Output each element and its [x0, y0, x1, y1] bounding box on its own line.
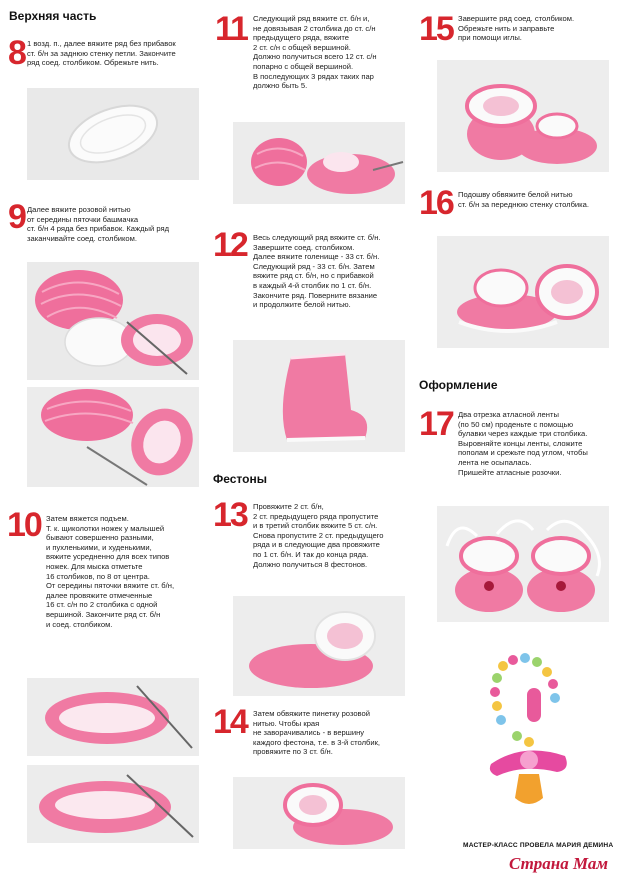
step-13-text: Провяжите 2 ст. б/н, 2 ст. предыдущего ряда пропустите и в третий столбик вяжите 5 ст. с/н. Снова пропустите 2 ст. предыдущего ряда и в следующие два провяжите по 1 ст. б/н. И так до конца ряда. Должно получиться 8 фестонов. — [253, 502, 384, 569]
heading-festoons: Фестоны — [213, 472, 267, 486]
step-16-text: Подошву обвяжите белой нитью ст. б/н за переднюю стенку столбика. — [458, 190, 589, 209]
step-14-text: Затем обвяжите пинетку розовой нитью. Чтобы края не заворачивались - в вершину каждого фестона, т.е. в 3-й столбик, провяжите по 3 ст. б/н. — [253, 709, 381, 757]
step-17-number: 17 — [419, 405, 453, 443]
photo-bootie-shaft — [233, 340, 405, 452]
photo-pink-yarn-and-sole — [27, 262, 199, 380]
photo-white-sole-edging — [437, 236, 609, 348]
step-15-number: 15 — [419, 10, 453, 48]
step-12-text: Весь следующий ряд вяжите ст. б/н. Завершите соед. столбиком. Далее вяжите голенище - 33 ст. б/н. Следующий ряд - 33 ст. б/н. Затем вяжите ряд ст. б/н, но с прибавкой в каждый 4-й столбик по 1 ст. б/н. Закончите ряд. Поверните вязание и продолжите белой нитью. — [253, 233, 381, 310]
photo-pink-bootie-and-yarn — [233, 122, 405, 204]
step-11-number: 11 — [215, 10, 247, 48]
step-17-text: Два отрезка атласной ленты (по 50 см) проденьте с помощью булавки через каждые три столбика. Выровняйте концы ленты, сложите пополам и срежьте под углом, чтобы лента не осыпалась. Пришейте атласные розочки. — [458, 410, 588, 477]
step-8-text: 1 возд. п., далее вяжите ряд без прибавок ст. б/н за заднюю стенку петли. Закончите ряд соед. столбиком. Обрежьте нить. — [27, 39, 176, 68]
step-13-number: 13 — [213, 496, 247, 534]
photo-booties-with-ribbons — [437, 506, 609, 622]
photo-pink-edging — [233, 777, 405, 849]
photo-white-sole — [27, 88, 199, 180]
heading-top-part: Верхняя часть — [9, 9, 97, 23]
step-12-number: 12 — [213, 226, 247, 264]
photo-yarn-and-hook — [27, 387, 199, 487]
step-14-number: 14 — [213, 703, 247, 741]
step-10-text: Затем вяжется подъем. Т. к. щиколотки ножек у малышей бывают совершенно разными, и пухленькими, и худенькими, вяжите усредненно для всех типов ножек. Для мыска отметьте 16 столбиков, по 8 от центра. От середины пяточки вяжите ст. б/н, далее провяжите отмеченные 16 ст. с/н по 2 столбика с одной вершиной. Закончите ряд ст. б/н и соед. столбиком. — [46, 514, 175, 629]
step-9-text: Далее вяжите розовой нитью от середины пяточки башмачка ст. б/н 4 ряда без прибавок. Каждый ряд заканчивайте соед. столбиком. — [27, 205, 170, 243]
credit-line: МАСТЕР-КЛАСС ПРОВЕЛА МАРИЯ ДЕМИНА — [463, 842, 614, 849]
pacifier-illustration — [483, 652, 575, 812]
step-11-text: Следующий ряд вяжите ст. б/н и, не довязывая 2 столбика до ст. с/н предыдущего ряда, вяжите 2 ст. с/н с общей вершиной. Должно получиться всего 12 ст. с/н попарно с общей вершиной. В последующих 3 рядах таких пар должно быть 5. — [253, 14, 377, 91]
step-8-number: 8 — [8, 34, 25, 72]
photo-white-festoons — [233, 596, 405, 696]
heading-design: Оформление — [419, 378, 498, 392]
photo-toe-finished — [27, 765, 199, 843]
step-15-text: Завершите ряд соед. столбиком. Обрежьте нить и заправьте при помощи иглы. — [458, 14, 575, 43]
step-16-number: 16 — [419, 184, 453, 222]
site-logo: Страна Мам — [509, 854, 609, 873]
photo-toe-shaping — [27, 678, 199, 756]
step-10-number: 10 — [7, 506, 41, 544]
step-9-number: 9 — [8, 198, 25, 236]
photo-finished-bootie — [437, 60, 609, 172]
